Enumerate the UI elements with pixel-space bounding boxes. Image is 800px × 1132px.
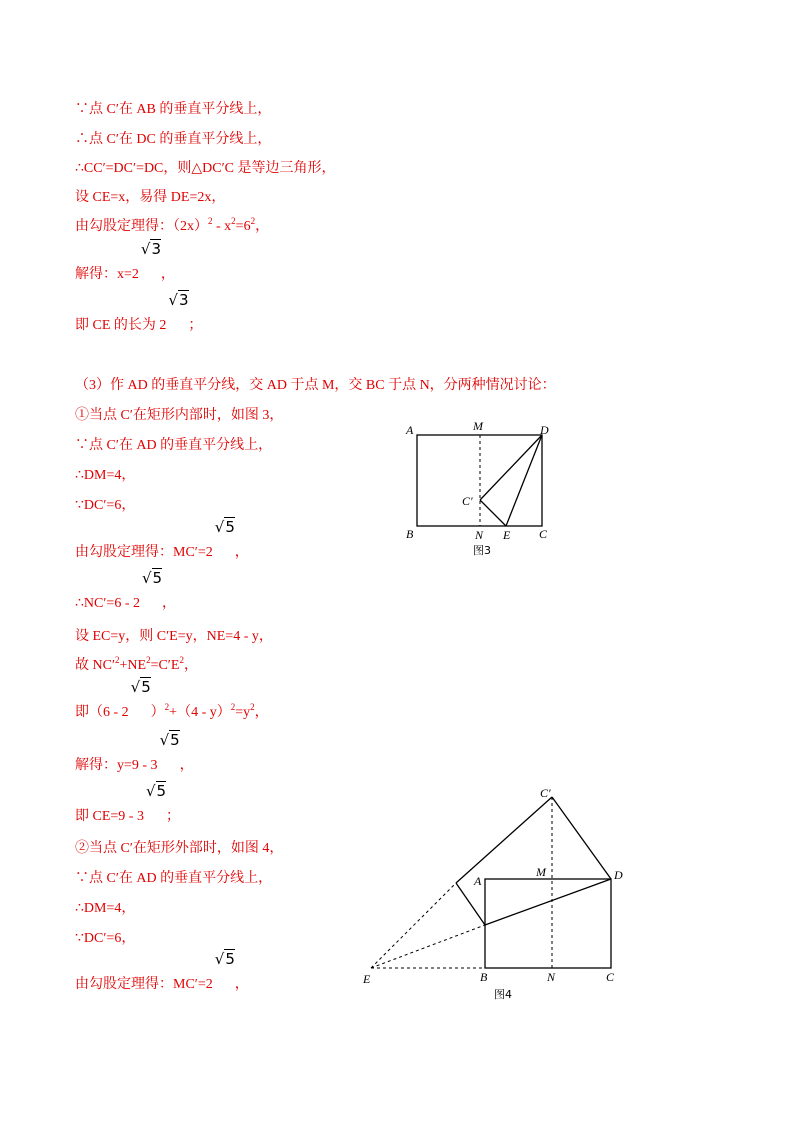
step-line: ∴DM=4，: [75, 901, 136, 916]
figure-3: [400, 418, 560, 563]
step-line: ∵DC′=6，: [75, 498, 136, 513]
step-line: 故 $NC'^2+NE^2=C'E^2$，: [75, 655, 198, 673]
label-e: E: [503, 528, 511, 542]
segment-d-crease: [485, 879, 611, 925]
step-line: ①当点 C′在矩形内部时，如图 3，: [75, 408, 284, 423]
rectangle-abcd: [485, 879, 611, 968]
label-a: A: [474, 874, 482, 888]
label-c: C: [606, 970, 615, 984]
segment-c-prime-e: [480, 500, 506, 526]
step-line: ∵点 C′在 AB 的垂直平分线上，: [75, 102, 272, 117]
figure-4: [355, 785, 635, 1015]
step-line: ∴DM=4，: [75, 468, 136, 483]
label-n: N: [475, 528, 484, 542]
step-line: 即（6 - 2 √5 ）$^2+(4 - y)^2=y^2$，: [75, 678, 269, 720]
segment-de: [506, 435, 542, 526]
figure-4-caption: 图4: [494, 988, 512, 1001]
segment-dc-prime: [480, 435, 542, 500]
sqrt-3: √3: [168, 291, 189, 309]
step-line: ∴点 C′在 DC 的垂直平分线上，: [75, 132, 272, 147]
step-line: 解得：y=9 - 3 √5 ，: [75, 731, 194, 773]
label-m: M: [536, 865, 546, 879]
step-line: 由勾股定理得：$(2x)^2 - x^2=6^2$，: [75, 216, 270, 234]
label-c-prime: C′: [540, 786, 551, 800]
sqrt-5: √5: [159, 731, 180, 749]
label-e: E: [363, 972, 371, 986]
sqrt-5: √5: [214, 950, 235, 968]
label-d: D: [614, 868, 623, 882]
step-line: ∴NC′=6 - 2 √5 ，: [75, 569, 176, 611]
step-line: ②当点 C′在矩形外部时，如图 4，: [75, 841, 284, 856]
sqrt-5: √5: [145, 782, 167, 800]
sqrt-5: √5: [141, 569, 163, 587]
label-a: A: [406, 423, 414, 437]
step-line: ∵点 C′在 AD 的垂直平分线上，: [75, 438, 273, 453]
step-line: 由勾股定理得：MC′=2 √5 ，: [75, 518, 249, 560]
dashed-e-crease: [371, 925, 485, 968]
step-line: 设 EC=y，则 C′E=y，NE=4 - y，: [75, 629, 273, 644]
segment-fold-edge: [456, 883, 485, 925]
label-d: D: [540, 423, 549, 437]
step-line: ∴CC′=DC′=DC，则△DC′C 是等边三角形，: [75, 161, 336, 176]
step-line: 即 CE=9 - 3 √5 ；: [75, 782, 180, 824]
label-n: N: [547, 970, 556, 984]
label-b: B: [480, 970, 488, 984]
part3-heading: （3）作 AD 的垂直平分线，交 AD 于点 M，交 BC 于点 N，分两种情况讨论：: [75, 378, 556, 393]
step-line: 解得：x=2 √3 ，: [75, 240, 175, 282]
step-line: 即 CE 的长为 2 √3 ；: [75, 291, 203, 333]
sqrt-5: √5: [214, 518, 235, 536]
step-line: ∵点 C′在 AD 的垂直平分线上，: [75, 871, 273, 886]
label-m: M: [473, 419, 483, 433]
segment-c-prime-d: [552, 797, 611, 879]
step-line: 设 CE=x，易得 DE=2x，: [75, 190, 226, 205]
sqrt-3: √3: [140, 240, 162, 258]
label-c: C: [539, 527, 548, 541]
step-line: ∵DC′=6，: [75, 931, 136, 946]
figure-3-caption: 图3: [473, 544, 491, 557]
label-c-prime: C′: [462, 494, 473, 508]
step-line: 由勾股定理得：MC′=2 √5 ，: [75, 950, 249, 992]
sqrt-5: √5: [130, 678, 151, 696]
label-b: B: [406, 527, 414, 541]
dashed-e-fold: [371, 883, 456, 968]
